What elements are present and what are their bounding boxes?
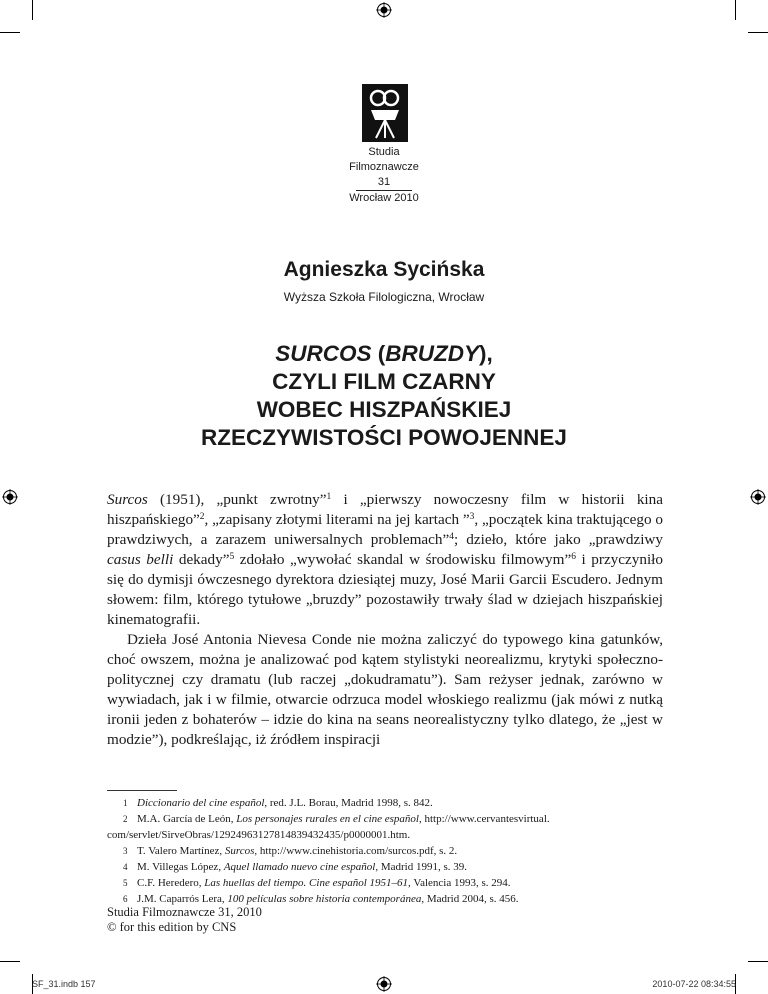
footnote-text: , Madrid 2004, s. 456. [421, 893, 519, 905]
title-line-3: WOBEC HISZPAŃSKIEJ [256, 397, 512, 422]
title-line-1 [0, 340, 768, 368]
footnote-italic: Diccionario del cine español [137, 797, 265, 809]
title-line-4: RZECZYWISTOŚCI POWOJENNEJ [201, 425, 567, 450]
footnote-number: 2 [123, 814, 128, 824]
slug-timestamp: 2010-07-22 08:34:55 [652, 979, 736, 989]
footnote-ref: 5 [229, 552, 235, 562]
title-text: ), [479, 341, 493, 366]
footnote-number: 6 [123, 894, 128, 904]
text: zdołało „wywołać skandal w środowisku filmowym” [234, 551, 572, 568]
registration-mark-icon [750, 489, 766, 505]
registration-mark-icon [376, 976, 392, 992]
crop-mark [0, 32, 20, 33]
footnote-number: 4 [123, 862, 128, 872]
text: (1951), „punkt zwrotny” [147, 491, 327, 508]
footnote-text: , http://www.cinehistoria.com/surcos.pdf, s. 2. [254, 845, 458, 857]
footnote-text: C.F. Heredero, [137, 877, 205, 889]
journal-volume: 31 [377, 176, 391, 188]
footnote-text: , http://www.cervantesvirtual. [418, 813, 550, 825]
title-text: ( [371, 341, 386, 366]
journal-place-year: Wrocław 2010 [349, 192, 419, 204]
crop-mark [735, 0, 736, 20]
footnote-text: com/servlet/SirveObras/12924963127814839432435/p0000001.htm. [107, 829, 411, 841]
footnote-text: , Madrid 1991, s. 39. [375, 861, 468, 873]
text: , „początek kina traktującego o prawdziwych, a zarazem uniwersalnych problemach” [107, 511, 663, 548]
footnotes [107, 795, 663, 907]
text: i przyczyniło się do dymisji ówczesnego dyrektora dziesiątej muzy, José Marii Garcii Escudero. Jednym słowem: film, którego tytułowe „bruzdy” pozostawiły trwały ślad w dziejach hiszpańskiej kinematografii. [107, 551, 663, 628]
footnote-italic: Surcos [224, 845, 255, 857]
page-footer [107, 905, 262, 935]
footnote-ref: 4 [449, 532, 454, 542]
footnote-number: 1 [123, 798, 128, 808]
text-italic: casus belli [107, 551, 174, 568]
registration-mark-icon [2, 489, 18, 505]
text: ; dzieło, które jako „prawdziwy [453, 531, 663, 548]
footnote-text: M. Villegas López, [137, 861, 224, 873]
crop-mark [32, 0, 33, 20]
journal-logo [362, 84, 408, 142]
footnote-italic: Las huellas del tiempo. Cine español 1951–61 [204, 877, 409, 889]
crop-mark [0, 961, 20, 962]
footnote [107, 843, 663, 859]
crop-mark [748, 961, 768, 962]
journal-name-line1: Studia [368, 146, 400, 158]
footnote-text: T. Valero Martínez, [137, 845, 225, 857]
footnote-text: , red. J.L. Borau, Madrid 1998, s. 842. [264, 797, 433, 809]
footnote [107, 859, 663, 875]
footnote-ref: 2 [199, 512, 205, 522]
footnote-text: M.A. García de León, [137, 813, 237, 825]
crop-mark [748, 32, 768, 33]
title-italic-bruzdy: BRUZDY [385, 341, 479, 366]
footnote-text: , Valencia 1993, s. 294. [408, 877, 511, 889]
footnote-ref: 1 [326, 492, 332, 502]
film-camera-icon [362, 84, 408, 142]
footnote [107, 795, 663, 811]
title-italic-surcos: SURCOS [275, 341, 372, 366]
footnote-italic: Aquel llamado nuevo cine español [223, 861, 376, 873]
footnote-ref: 3 [469, 512, 475, 522]
text-italic: Surcos [107, 491, 148, 508]
footer-copyright: © for this edition by CNS [107, 920, 237, 934]
footnote-number: 5 [123, 878, 128, 888]
text: , „zapisany złotymi literami na jej kartach ” [204, 511, 470, 528]
text: dekady” [173, 551, 230, 568]
footnote-italic: 100 películas sobre historia contemporánea [227, 893, 422, 905]
title-line-2: CZYLI FILM CZARNY [272, 369, 496, 394]
footnote-number: 3 [123, 846, 128, 856]
footnote-text: J.M. Caparrós Lera, [137, 893, 228, 905]
paragraph-2: Dzieła José Antonia Nievesa Conde nie można zaliczyć do typowego kina gatunków, choć owszem, można je analizować pod kątem stylistyki neorealizmu, krytyki społeczno-politycznej czy dramatu (lub raczej „dokudramatu”). Sam reżyser jednak, zarówno w wywiadach, jak i w filmie, otwarcie odrzuca model włoskiego realizmu (jak mówi z nutką ironii jeden z bohaterów – idzie do kina na seans neorealistyczny tylko dlatego, że „jest w modzie”), podkreślając, iż źródłem inspiracji [107, 631, 663, 748]
slug-file: SF_31.indb 157 [32, 979, 96, 989]
registration-mark-icon [376, 2, 392, 18]
author-name: Agnieszka Sycińska [283, 258, 485, 281]
text: i „pierwszy nowoczesny film w historii kina hiszpańskiego” [107, 491, 663, 528]
footer-journal: Studia Filmoznawcze 31, 2010 [107, 905, 262, 919]
paragraph-1 [107, 490, 663, 630]
author-affiliation: Wyższa Szkoła Filologiczna, Wrocław [283, 290, 485, 304]
footnote-continuation [107, 827, 663, 843]
footnote-rule [107, 790, 177, 791]
journal-name-line2: Filmoznawcze [349, 161, 419, 173]
footnote [107, 811, 663, 827]
footnote-italic: Los personajes rurales en el cine español [236, 813, 419, 825]
footnote [107, 875, 663, 891]
body-text [107, 490, 663, 750]
article-title [0, 340, 768, 452]
journal-info [300, 145, 468, 206]
footnote-ref: 6 [571, 552, 576, 562]
